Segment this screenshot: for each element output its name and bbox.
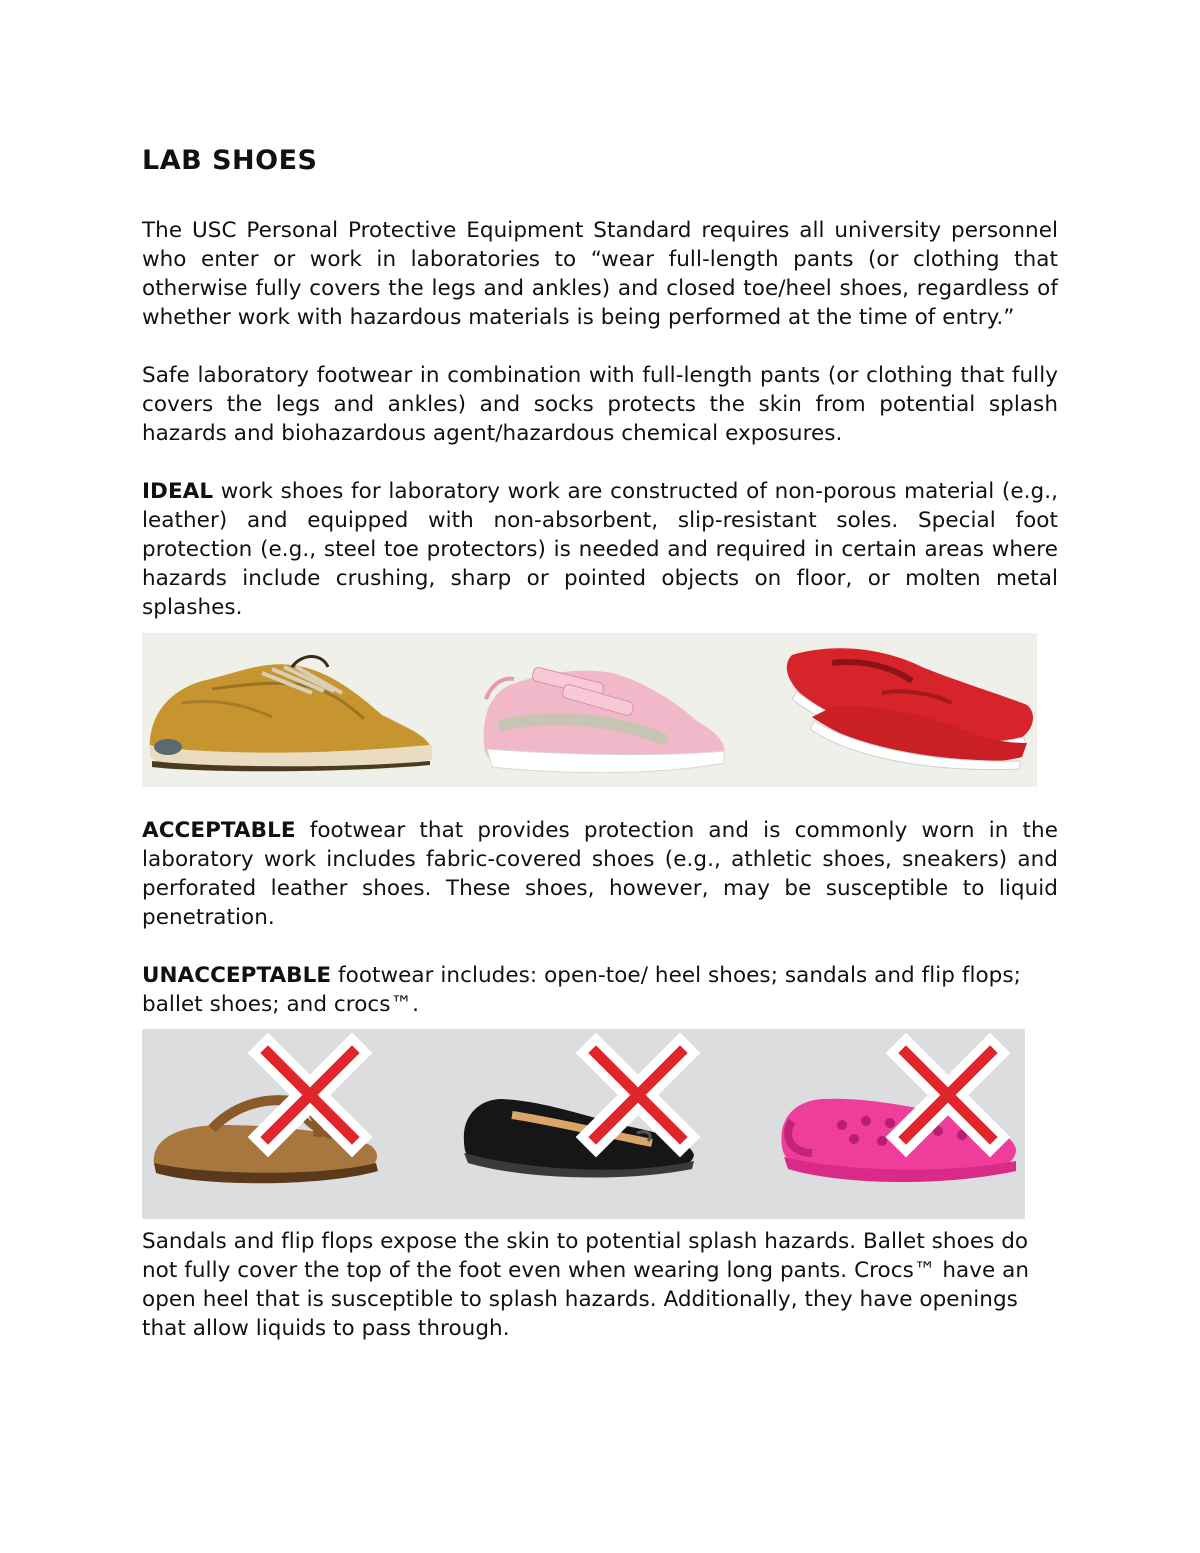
unacceptable-label: UNACCEPTABLE: [142, 963, 332, 988]
unacceptable-text: footwear includes: open-toe/ heel shoes; sandals and flip flops; ballet shoes; and crocs™.: [142, 963, 1021, 1017]
standard-paragraph: The USC Personal Protective Equipment Standard requires all university personnel who enter or work in laboratories to “wear full-length pants (or clothing that otherwise fully covers the legs and ankles) and closed toe/heel shoes, regardless of whether work with hazardous materials is being performed at the time of entry.”: [142, 218, 1058, 330]
ideal-text: work shoes for laboratory work are constructed of non-porous material (e.g., leather) and equipped with non-absorbent, slip-resistant soles. Special foot protection (e.g., steel toe protectors) is needed and required in certain areas where hazards include crushing, sharp or pointed objects on floor, or molten metal splashes.: [142, 479, 1058, 620]
ideal-label: IDEAL: [142, 479, 214, 504]
page-title: LAB SHOES: [142, 145, 318, 176]
safe-footwear-paragraph: Safe laboratory footwear in combination with full-length pants (or clothing that fully covers the legs and ankles) and socks protects the skin from potential splash hazards and biohazardous agent/hazardous chemical exposures.: [142, 363, 1058, 446]
red-loafer-icon: [787, 648, 1033, 769]
tan-sneaker-icon: [150, 657, 432, 772]
acceptable-shoes-image: [142, 633, 1037, 787]
acceptable-text: footwear that provides protection and is commonly worn in the laboratory work includes fabric-covered shoes (e.g., athletic shoes, sneakers) and perforated leather shoes. These shoes, however, may be susceptible to liquid penetration.: [142, 818, 1058, 930]
unacceptable-paragraph: [142, 961, 1058, 1019]
document-page: [142, 140, 1058, 1343]
acceptable-label: ACCEPTABLE: [142, 818, 296, 843]
ideal-paragraph: [142, 477, 1058, 622]
pink-velcro-sneaker-icon: [484, 666, 725, 772]
unacceptable-shoes-image: [142, 1029, 1025, 1219]
closing-paragraph: Sandals and flip flops expose the skin to potential splash hazards. Ballet shoes do not fully cover the top of the foot even when wearing long pants. Crocs™ have an open heel that is susceptible to splash hazards. Additionally, they have openings that allow liquids to pass through.: [142, 1229, 1030, 1341]
acceptable-paragraph: [142, 816, 1058, 932]
